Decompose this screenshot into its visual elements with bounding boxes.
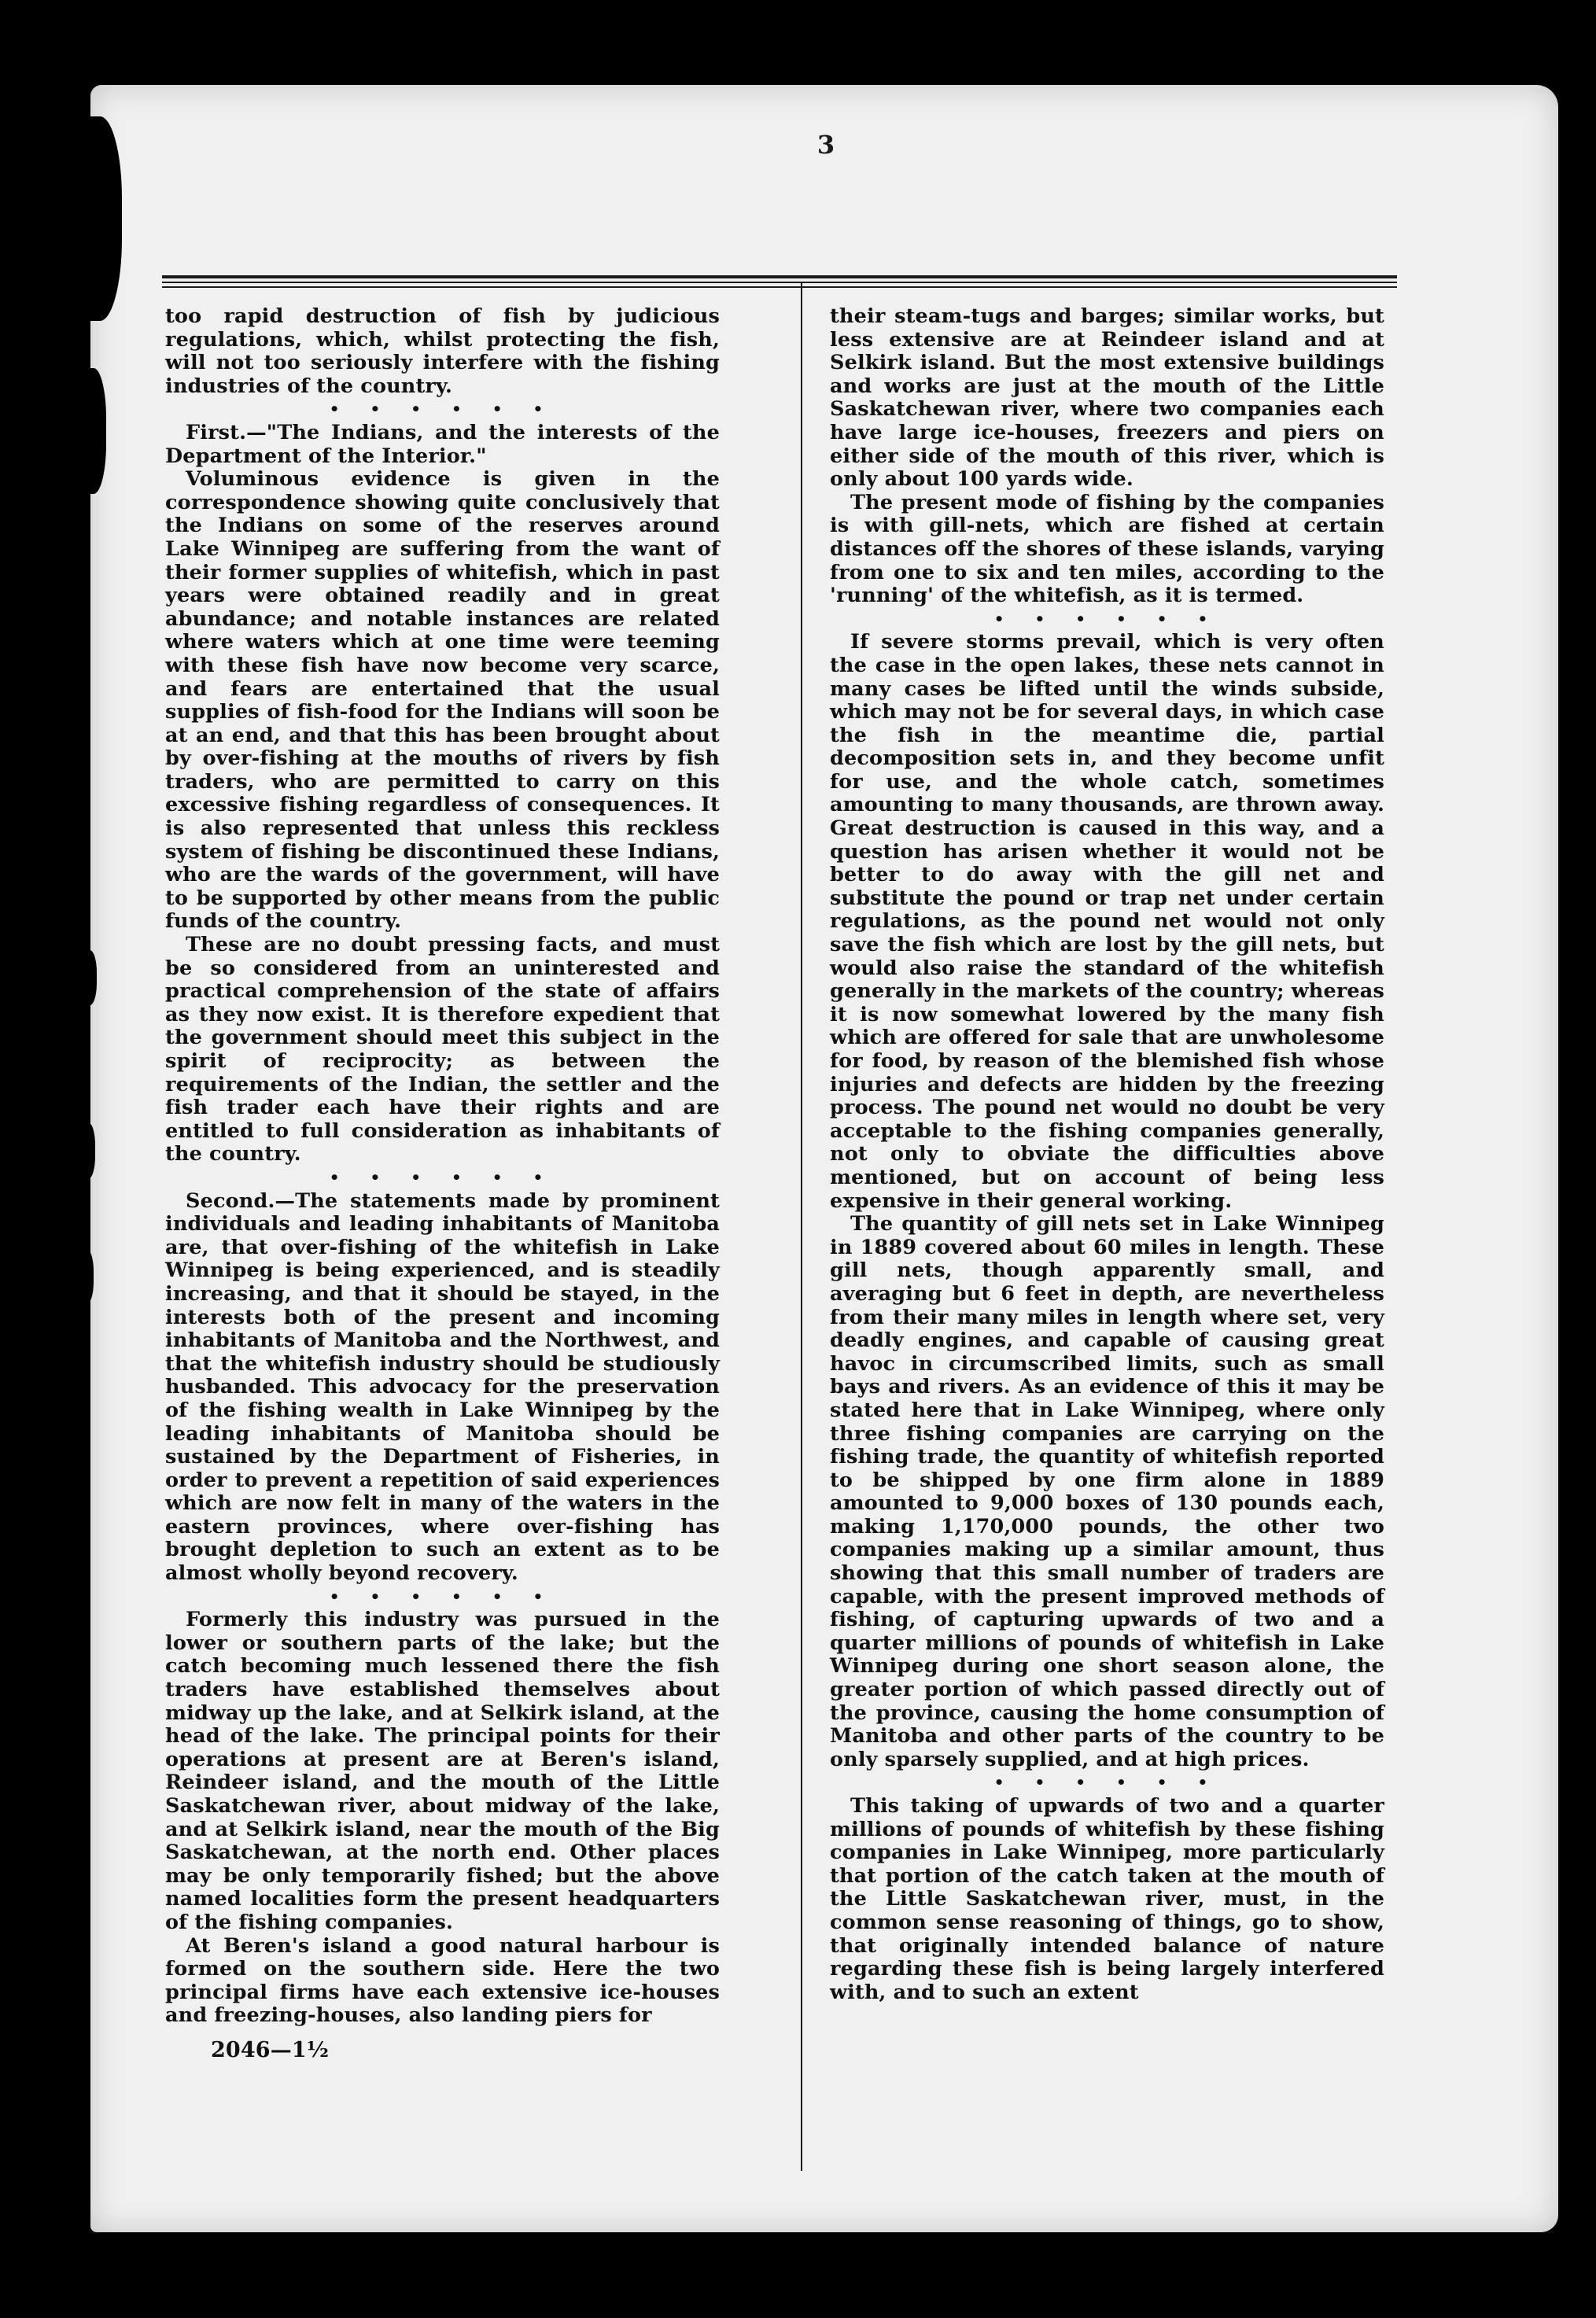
torn-edge-mark [67, 116, 122, 321]
paragraph: their steam-tugs and barges; similar works, but less extensive are at Reindeer island and at Selkirk island. But the most extensive buildings and works are just at the mouth of the Little Saskatchewan river, where two companies each have large ice-houses, freezers and piers on either side of the mouth of this river, which is only about 100 yards wide. [830, 304, 1384, 492]
torn-edge-mark [76, 1249, 94, 1304]
printer-signature: 2046—1½ [211, 2037, 330, 2062]
torn-edge-mark [79, 1123, 95, 1178]
paragraph: At Beren's island a good natural harbour is formed on the southern side. Here the two principal firms have each extensive ice-houses and freezing-houses, also landing piers for [165, 1933, 720, 2028]
torn-edge-mark [79, 950, 97, 1005]
section-separator: • • • • • • [329, 1167, 556, 1187]
section-separator: • • • • • • [329, 1586, 556, 1606]
paragraph: The present mode of fishing by the companies is with gill-nets, which are fished at certain distances off the shores of these islands, varying from one to six and ten miles, according to the 'running' of the whitefish, as it is termed. [830, 490, 1384, 608]
paragraph: Second.—The statements made by prominent individuals and leading inhabitants of Manitoba are, that over-fishing of the whitefish in Lake Winnipeg is being experienced, and is steadily increasing, and that it should be stayed, in the interests both of the present and incoming inhabitants of Manitoba and the Northwest, and that the whitefish industry should be studiously husbanded. This advocacy for the preservation of the fishing wealth in Lake Winnipeg by the leading inhabitants of Manitoba should be sustained by the Department of Fisheries, in order to prevent a repetition of said experiences which are now felt in many of the waters in the eastern provinces, where over-fishing has brought depletion to such an extent as to be almost wholly beyond recovery. [165, 1188, 720, 1586]
left-column [165, 305, 720, 2062]
header-rule [162, 275, 1397, 278]
paragraph: too rapid destruction of fish by judicious regulations, which, whilst protecting the fish, will not too seriously interfere with the fishing industries of the country. [165, 304, 720, 398]
paragraph: This taking of upwards of two and a quarter millions of pounds of whitefish by these fishing companies in Lake Winnipeg, more particularly that portion of the catch taken at the mouth of the Little Saskatchewan river, must, in the common sense reasoning of things, go to show, that originally intended balance of nature regarding these fish is being largely interfered with, and to such an extent [830, 1794, 1384, 2004]
paragraph: If severe storms prevail, which is very often the case in the open lakes, these nets cannot in many cases be lifted until the winds subside, which may not be for several days, in which case the fish in the meantime die, partial decomposition sets in, and they become unfit for use, and the whole catch, sometimes amounting to many thousands, are thrown away. Great destruction is caused in this way, and a question has arisen whether it would not be better to do away with the gill net and substitute the pound or trap net under certain regulations, as the pound net would not only save the fish which are lost by the gill nets, but would also raise the standard of the whitefish generally in the markets of the country; whereas it is now somewhat lowered by the many fish which are offered for sale that are unwholesome for food, by reason of the blemished fish whose injuries and defects are hidden by the freezing process. The pound net would no doubt be very acceptable to the fishing companies generally, not only to obviate the difficulties above mentioned, but on account of being less expensive in their general working. [830, 630, 1384, 1213]
right-column [830, 305, 1384, 2004]
paragraph: These are no doubt pressing facts, and must be so considered from an uninterested and practical comprehension of the state of affairs as they now exist. It is therefore expedient that the government should meet this subject in the spirit of reciprocity; as between the requirements of the Indian, the settler and the fish trader each have their rights and are entitled to full consideration as inhabitants of the country. [165, 933, 720, 1166]
header-rule-thin [162, 282, 1397, 283]
page-number: 3 [816, 130, 835, 160]
paragraph: First.—"The Indians, and the interests of the Department of the Interior." [165, 420, 720, 468]
paragraph: Formerly this industry was pursued in the lower or southern parts of the lake; but the catch becoming much lessened there the fish traders have established themselves about midway up the lake, and at Selkirk island, at the head of the lake. The principal points for their operations at present are at Beren's island, Reindeer island, and the mouth of the Little Saskatchewan river, about midway of the lake, and at Selkirk island, near the mouth of the Big Saskatchewan, at the north end. Other places may be only temporarily fished; but the above named localities form the present headquarters of the fishing companies. [165, 1608, 720, 1934]
section-separator: • • • • • • [993, 609, 1221, 628]
column-divider [801, 283, 802, 2171]
header-rule-thin [162, 286, 1397, 288]
paragraph: The quantity of gill nets set in Lake Winnipeg in 1889 covered about 60 miles in length. These gill nets, though apparently small, and averaging but 6 feet in depth, are nevertheless from their many miles in length where set, very deadly engines, and capable of causing great havoc in circumscribed limits, such as small bays and rivers. As an evidence of this it may be stated here that in Lake Winnipeg, where only three fishing companies are carrying on the fishing trade, the quantity of whitefish reported to be shipped by one firm alone in 1889 amounted to 9,000 boxes of 130 pounds each, making 1,170,000 pounds, the other two companies making up a similar amount, thus showing that this small number of traders are capable, with the present improved methods of fishing, of capturing upwards of two and a quarter millions of pounds of whitefish in Lake Winnipeg during one short season alone, the greater portion of which passed directly out of the province, causing the home consumption of Manitoba and other parts of the country to be only sparsely supplied, and at high prices. [830, 1212, 1384, 1771]
section-separator: • • • • • • [329, 400, 556, 419]
torn-edge-mark [75, 368, 106, 494]
paragraph: Voluminous evidence is given in the correspondence showing quite conclusively that the Indians on some of the reserves around Lake Winnipeg are suffering from the want of their former supplies of whitefish, which in past years were obtained readily and in great abundance; and notable instances are related where waters which at one time were teeming with these fish have now become very scarce, and fears are entertained that the usual supplies of fish-food for the Indians will soon be at an end, and that this has been brought about by over-fishing at the mouths of rivers by fish traders, who are permitted to carry on this excessive fishing regardless of consequences. It is also represented that unless this reckless system of fishing be discontinued these Indians, who are the wards of the government, will have to be supported by other means from the public funds of the country. [165, 467, 720, 934]
section-separator: • • • • • • [993, 1773, 1221, 1793]
